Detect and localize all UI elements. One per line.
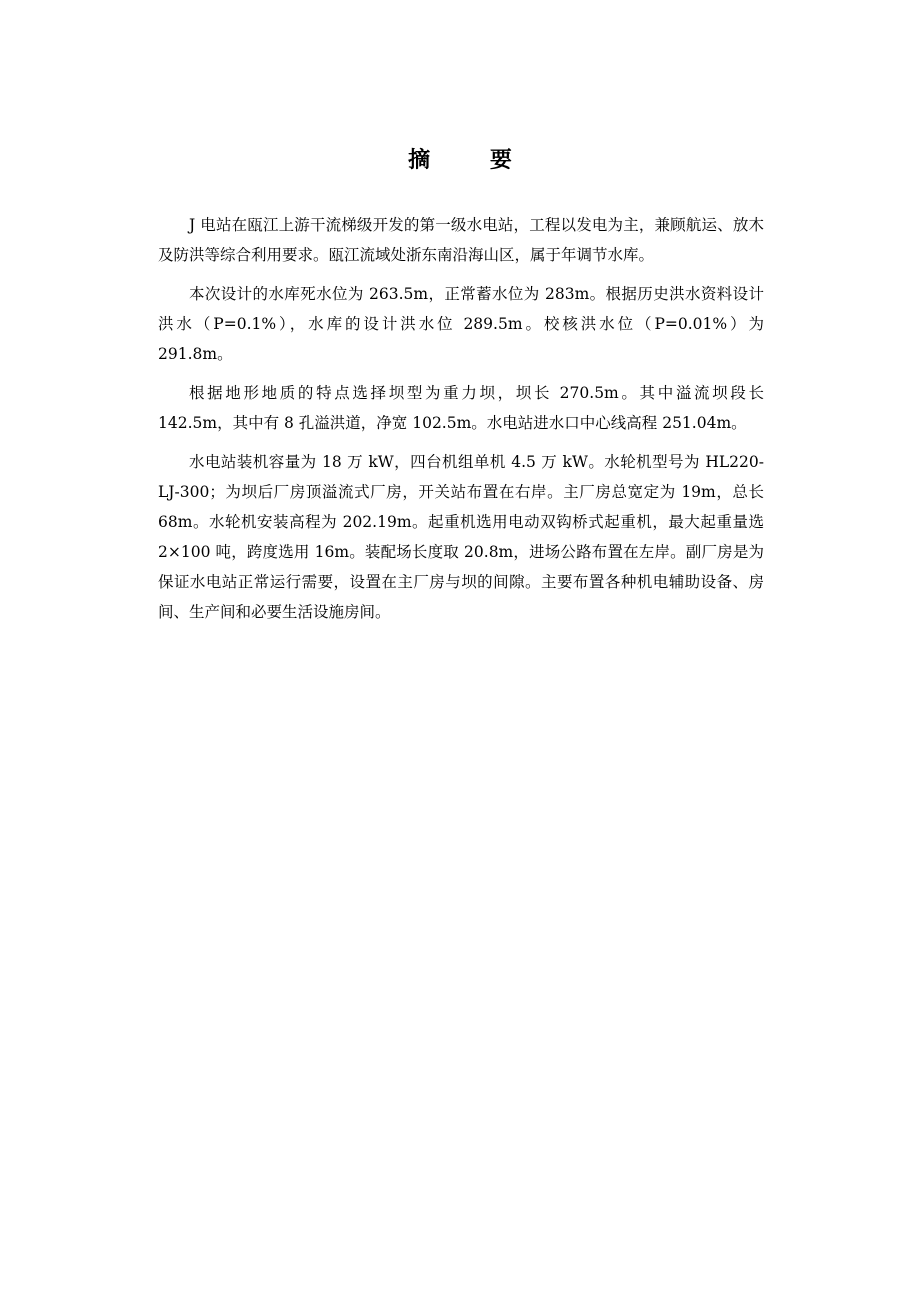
abstract-paragraph-3: 根据地形地质的特点选择坝型为重力坝，坝长 270.5m。其中溢流坝段长 142.5m，其中有 8 孔溢洪道，净宽 102.5m。水电站进水口中心线高程 251.04m。 xyxy=(158,384,764,432)
abstract-paragraph-1: J 电站在瓯江上游干流梯级开发的第一级水电站，工程以发电为主，兼顾航运、放木及防洪等综合利用要求。瓯江流域处浙东南沿海山区，属于年调节水库。 xyxy=(158,216,764,264)
abstract-paragraph-4: 水电站装机容量为 18 万 kW，四台机组单机 4.5 万 kW。水轮机型号为 HL220-LJ-300；为坝后厂房顶溢流式厂房，开关站布置在右岸。主厂房总宽定为 19m，总长 68m。水轮机安装高程为 202.19m。起重机选用电动双钩桥式起重机，最大起重量选 2×100 吨，跨度选用 16m。装配场长度取 20.8m，进场公路布置在左岸。副厂房是为保证水电站正常运行需要，设置在主厂房与坝的间隙。主要布置各种机电辅助设备、房间、生产间和必要生活设施房间。 xyxy=(158,453,764,621)
page-title: 摘 要 xyxy=(408,148,538,173)
abstract-body xyxy=(158,210,764,636)
abstract-paragraph-2: 本次设计的水库死水位为 263.5m，正常蓄水位为 283m。根据历史洪水资料设计洪水（P=0.1%），水库的设计洪水位 289.5m。校核洪水位（P=0.01%）为 291.8m。 xyxy=(158,285,764,363)
